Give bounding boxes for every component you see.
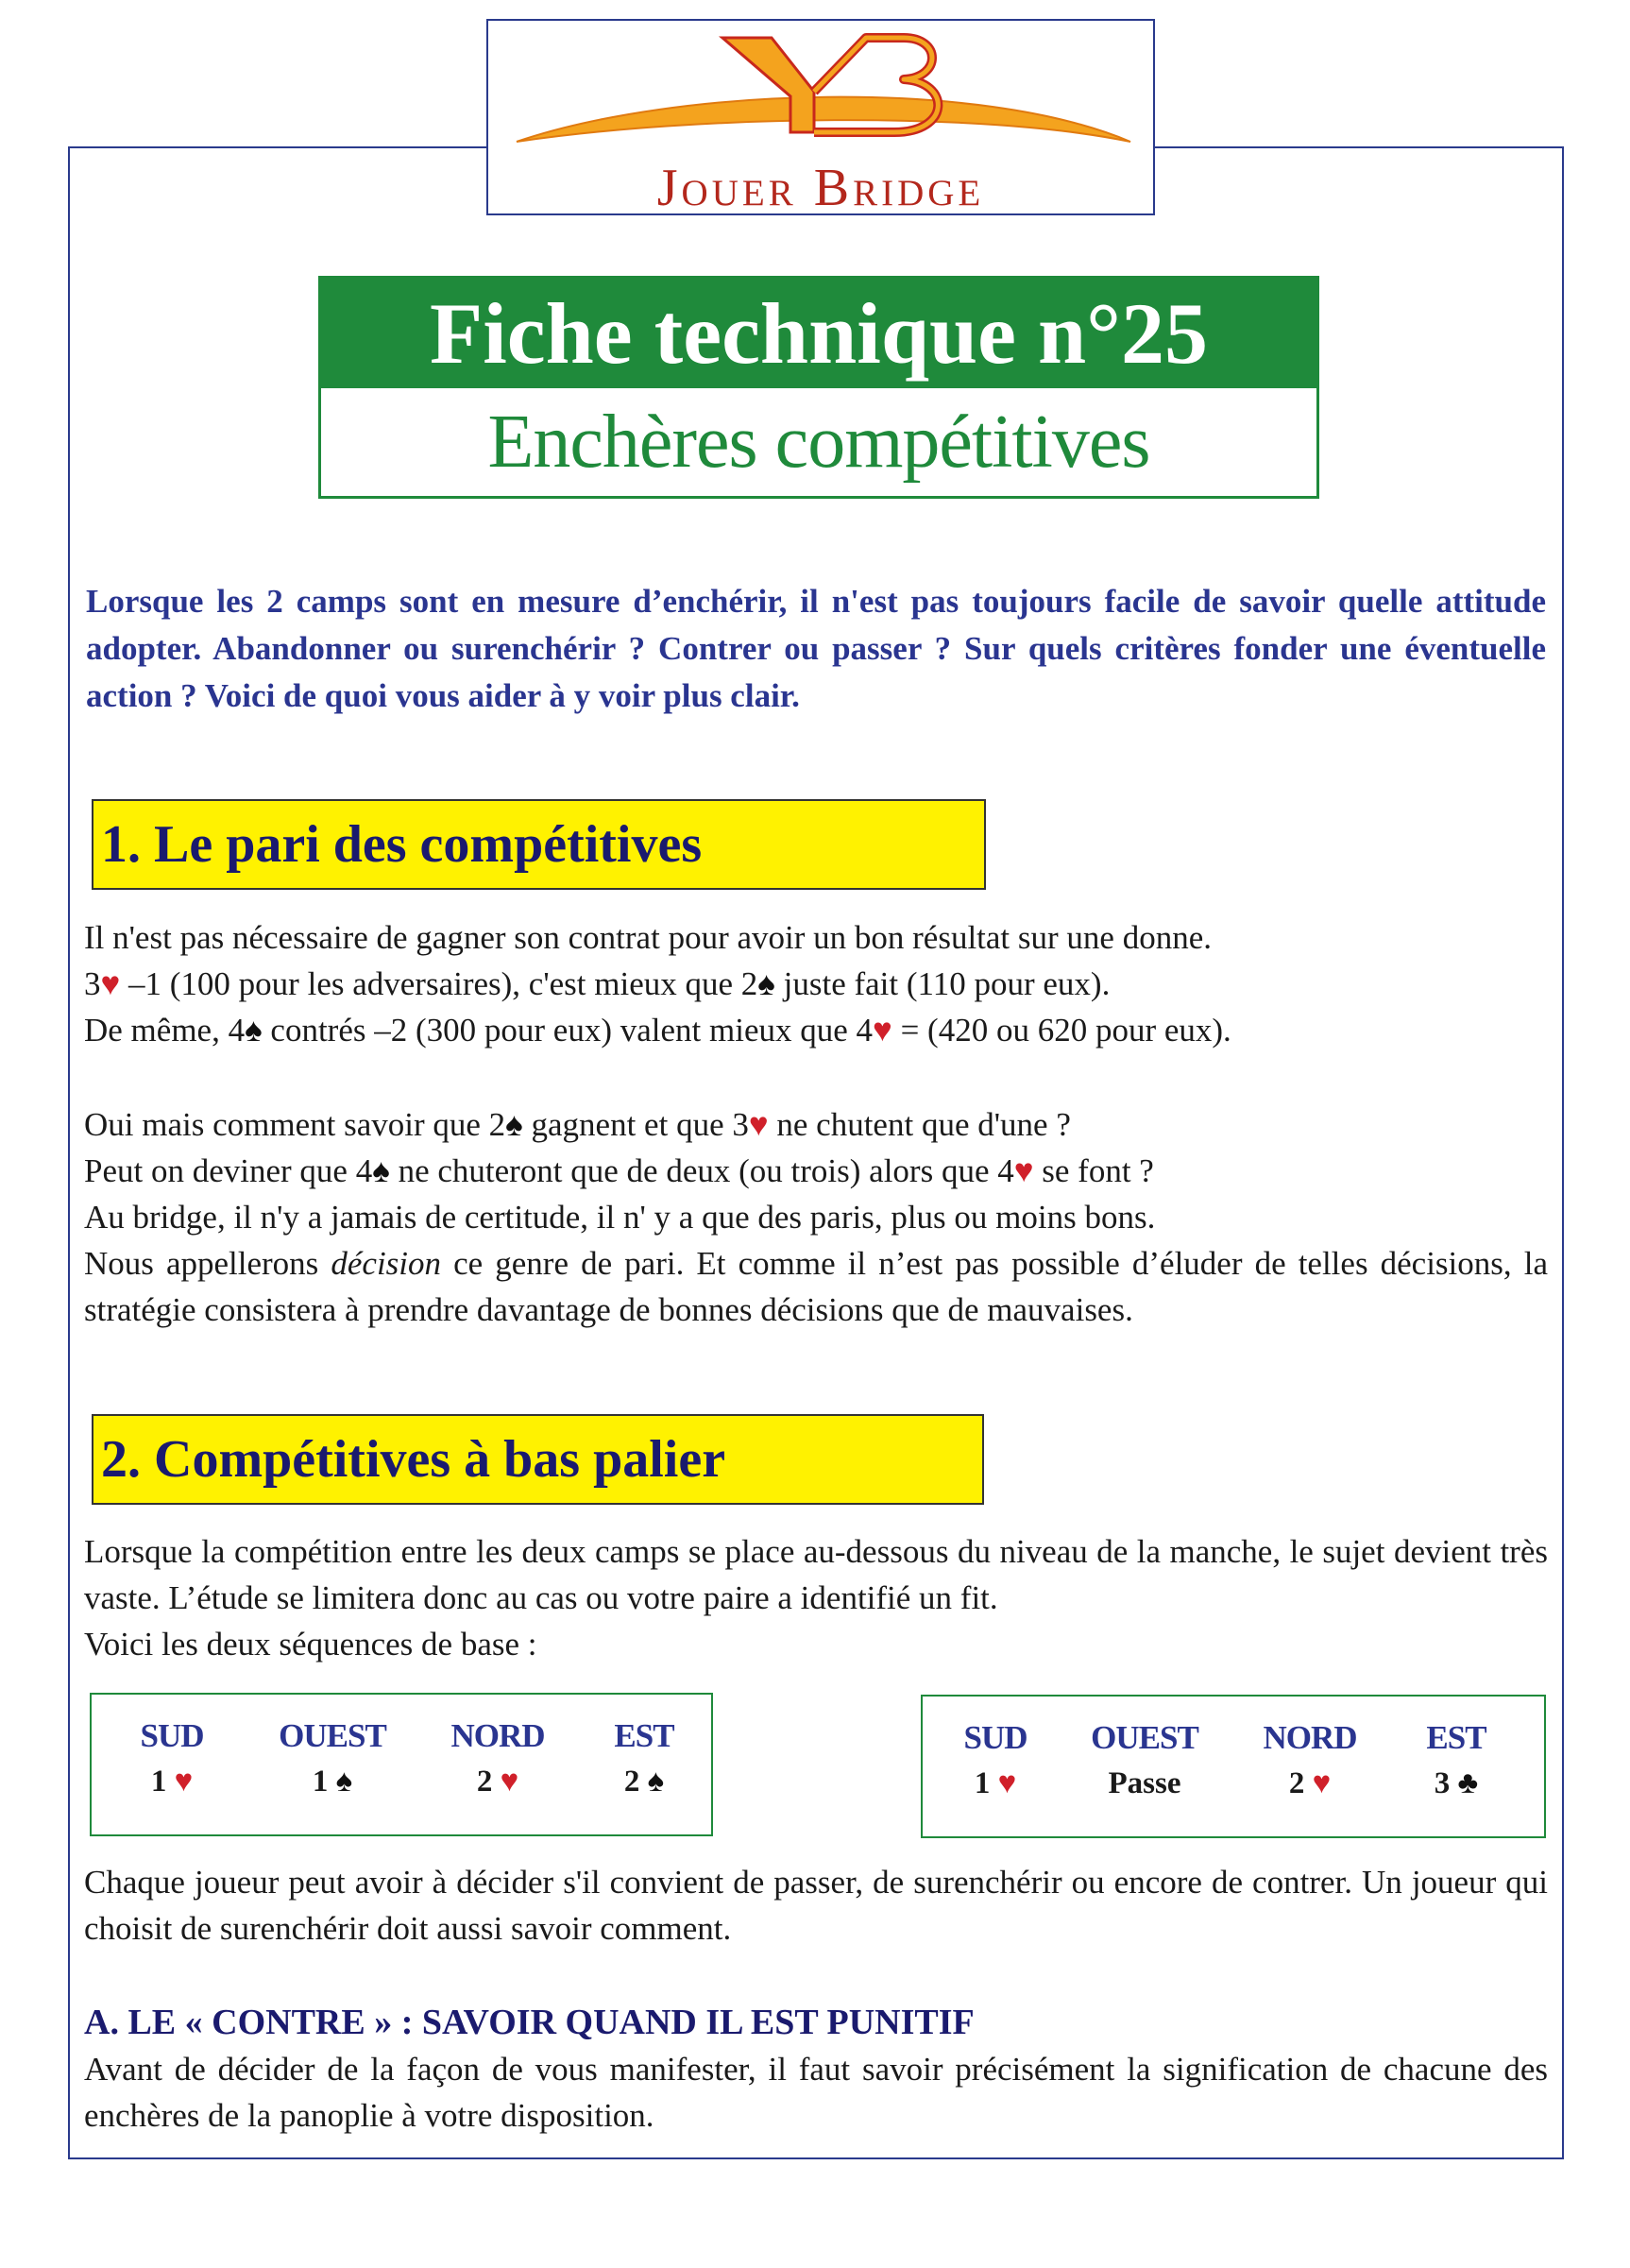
title-box xyxy=(318,276,1319,499)
page-subtitle: Enchères compétitives xyxy=(487,401,1150,484)
text-fragment: ne chutent que d'une ? xyxy=(768,1106,1071,1143)
subsection-a-heading: A. LE « CONTRE » : SAVOIR QUAND IL EST PUNITIF xyxy=(84,2003,975,2042)
section-1-paragraph-1 xyxy=(84,914,1548,1053)
text-fragment: De même, 4 xyxy=(84,1012,246,1049)
bidding-sequence-1 xyxy=(90,1693,713,1836)
bid-level: 1 xyxy=(150,1765,167,1799)
text-fragment: = (420 ou 620 pour eux). xyxy=(891,1012,1231,1049)
heart-icon: ♥ xyxy=(748,1106,769,1143)
section-2-heading: 2. Compétitives à bas palier xyxy=(92,1414,984,1505)
heart-icon: ♥ xyxy=(174,1765,194,1799)
bid-column-est xyxy=(573,1714,715,1804)
bid-header: EST xyxy=(1426,1719,1486,1756)
bid-header: SUD xyxy=(140,1717,204,1754)
bid-column-sud xyxy=(925,1715,1066,1806)
logo-text: Jouer Bridge xyxy=(656,159,985,217)
text-fragment: 3 xyxy=(84,965,101,1002)
subsection-a-paragraph: Avant de décider de la façon de vous manifester, il faut savoir précisément la signification de chacune des enchères de la panoplie à votre disposition. xyxy=(84,2051,1548,2134)
bid-level: 1 xyxy=(312,1765,329,1799)
bid-value xyxy=(1074,1761,1215,1806)
bid-column-est xyxy=(1385,1715,1527,1806)
bid-level: 2 xyxy=(623,1765,640,1799)
heart-icon: ♥ xyxy=(1013,1152,1034,1189)
club-icon: ♣ xyxy=(1457,1766,1479,1800)
text-fragment: ne chuteront que de deux (ou trois) alors que 4 xyxy=(389,1152,1014,1189)
bid-level: 1 xyxy=(974,1766,991,1800)
bid-header: NORD xyxy=(450,1717,545,1754)
bid-level: 3 xyxy=(1434,1766,1451,1800)
bid-column-nord xyxy=(1239,1715,1381,1806)
bid-value xyxy=(1385,1761,1527,1806)
bid-header: SUD xyxy=(963,1719,1027,1756)
text-fragment: ce genre de pari. Et comme il n’est pas possible d’éluder de telles décisions, la stratégie consistera à prendre davantage de bonnes décisions que de mauvaises. xyxy=(84,1245,1548,1328)
text-fragment: juste fait (110 pour eux). xyxy=(774,965,1111,1002)
text-fragment: Nous appellerons xyxy=(84,1245,331,1282)
bid-header: NORD xyxy=(1263,1719,1357,1756)
spade-icon: ♠ xyxy=(372,1152,390,1189)
heart-icon: ♥ xyxy=(997,1766,1017,1800)
bidding-sequence-2 xyxy=(921,1695,1546,1838)
bid-value xyxy=(262,1759,403,1804)
text-fragment: Oui mais comment savoir que 2 xyxy=(84,1106,506,1143)
bid-header: OUEST xyxy=(1091,1719,1198,1756)
bid-column-ouest xyxy=(262,1714,403,1804)
heart-icon: ♥ xyxy=(500,1765,519,1799)
bid-value xyxy=(427,1759,569,1804)
spade-icon: ♠ xyxy=(757,965,775,1002)
yb-monogram-logo xyxy=(488,21,1157,162)
spade-icon: ♠ xyxy=(647,1765,665,1799)
bid-header: OUEST xyxy=(279,1717,386,1754)
heart-icon: ♥ xyxy=(873,1012,892,1049)
bid-level: 2 xyxy=(476,1765,493,1799)
text-fragment: Lorsque la compétition entre les deux camps se place au-dessous du niveau de la manche, le sujet devient très vaste. L’étude se limitera donc au cas ou votre paire a identifié un fit. xyxy=(84,1533,1548,1616)
bid-column-sud xyxy=(101,1714,243,1804)
logo xyxy=(486,19,1155,215)
bid-header: EST xyxy=(614,1717,674,1754)
bid-value xyxy=(573,1759,715,1804)
section-2-paragraph-2: Chaque joueur peut avoir à décider s'il convient de passer, de surenchérir ou encore de contrer. Un joueur qui choisit de surenchérir doit aussi savoir comment. xyxy=(84,1864,1548,1947)
spade-icon: ♠ xyxy=(245,1012,263,1049)
intro-paragraph: Lorsque les 2 camps sont en mesure d’enchérir, il n'est pas toujours facile de savoir quelle attitude adopter. Abandonner ou surenchérir ? Contrer ou passer ? Sur quels critères fonder une éventuelle action ? Voici de quoi vous aider à y voir plus clair. xyxy=(86,583,1546,714)
text-line: Au bridge, il n'y a jamais de certitude, il n' y a que des paris, plus ou moins bons. xyxy=(84,1199,1156,1236)
spade-icon: ♠ xyxy=(505,1106,523,1143)
section-1-heading: 1. Le pari des compétitives xyxy=(92,799,986,890)
text-fragment: se font ? xyxy=(1033,1152,1154,1189)
section-1-paragraph-2 xyxy=(84,1101,1548,1333)
heart-icon: ♥ xyxy=(100,965,121,1002)
text-fragment: –1 (100 pour les adversaires), c'est mieux que 2 xyxy=(120,965,758,1002)
bid-level: Passe xyxy=(1108,1766,1181,1800)
text-line: Il n'est pas nécessaire de gagner son contrat pour avoir un bon résultat sur une donne. xyxy=(84,919,1212,956)
bid-column-nord xyxy=(427,1714,569,1804)
bid-column-ouest xyxy=(1074,1715,1215,1806)
emphasis-decision: décision xyxy=(331,1245,442,1282)
text-fragment: contrés –2 (300 pour eux) valent mieux que 4 xyxy=(262,1012,874,1049)
spade-icon: ♠ xyxy=(335,1765,353,1799)
bid-level: 2 xyxy=(1288,1766,1305,1800)
page-title: Fiche technique n°25 xyxy=(321,279,1316,388)
heart-icon: ♥ xyxy=(1312,1766,1332,1800)
bid-value xyxy=(1239,1761,1381,1806)
section-2-paragraph-1 xyxy=(84,1528,1548,1667)
text-fragment: Peut on deviner que 4 xyxy=(84,1152,373,1189)
text-line: Voici les deux séquences de base : xyxy=(84,1626,537,1663)
text-fragment: gagnent et que 3 xyxy=(522,1106,749,1143)
bid-value xyxy=(925,1761,1066,1806)
bid-value xyxy=(101,1759,243,1804)
